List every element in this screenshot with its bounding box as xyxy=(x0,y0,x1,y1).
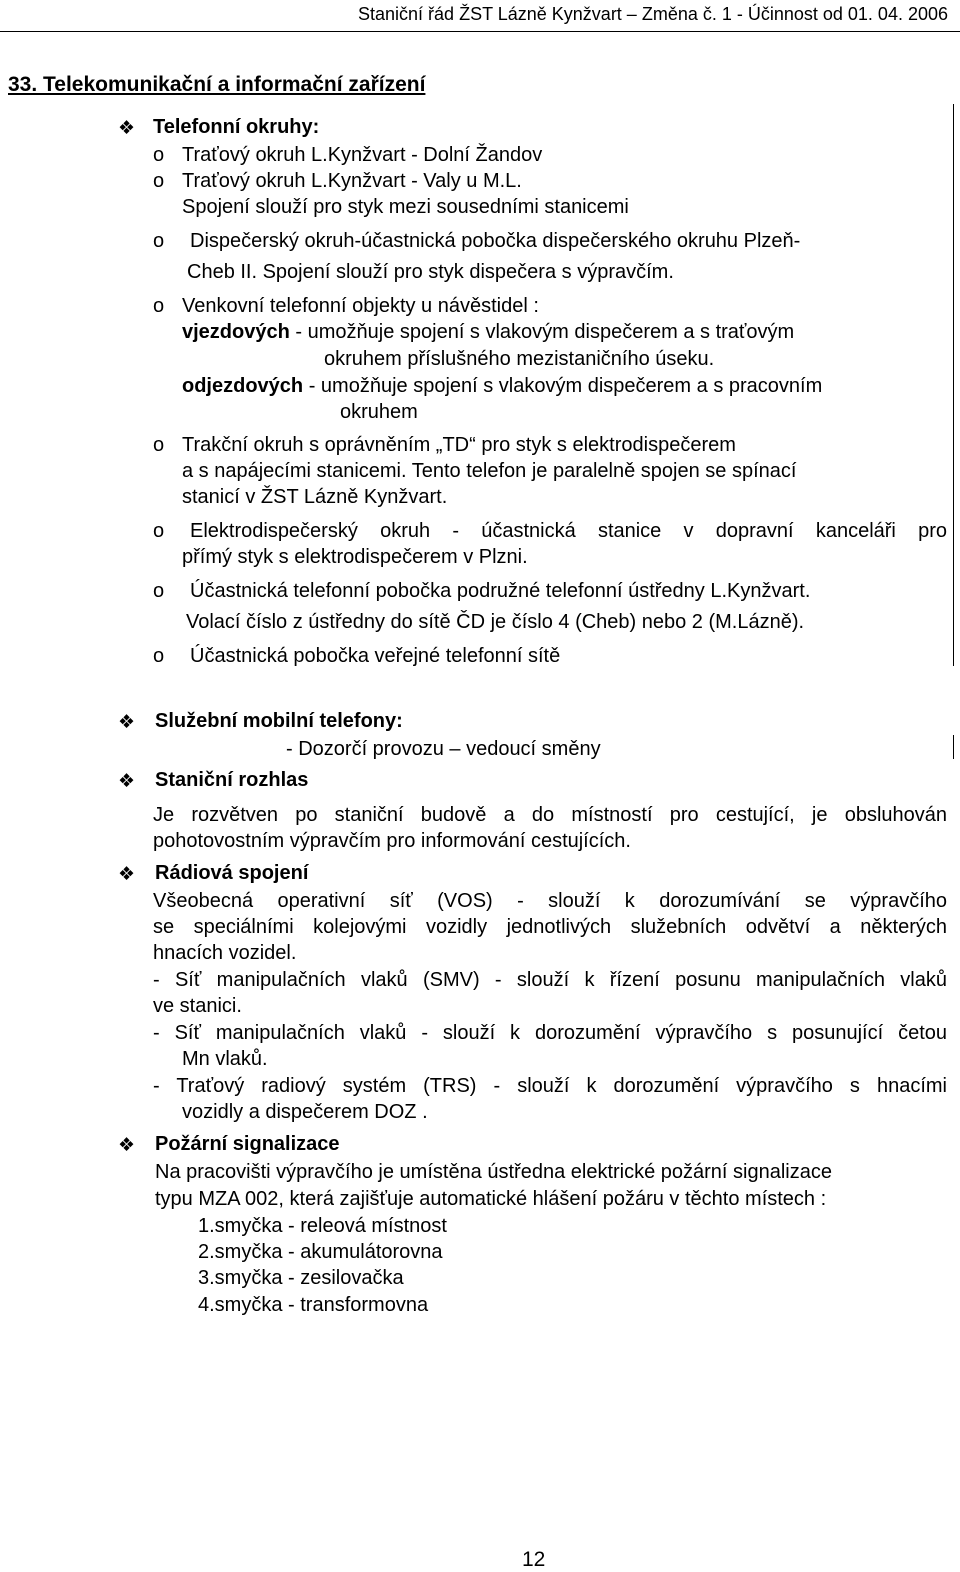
list-item: Traťový okruh L.Kynžvart - Dolní Žandov xyxy=(182,144,543,166)
pozar-list-item: 4.smyčka - transformovna xyxy=(198,1294,429,1316)
radio-text: - Traťový radiový systém (TRS) - slouží k dorozumění výpravčího s hnacími xyxy=(153,1075,947,1097)
change-bar xyxy=(953,104,954,666)
radio-text: hnacích vozidel. xyxy=(153,942,297,964)
radio-text: - Síť manipulačních vlaků (SMV) - slouží k řízení posunu manipulačních vlaků xyxy=(153,969,947,991)
list-item: Dispečerský okruh-účastnická pobočka dispečerského okruhu Plzeň- xyxy=(190,230,801,252)
diamond-bullet-icon: ❖ xyxy=(118,118,136,139)
sub-bullet: o xyxy=(153,645,165,667)
pozar-text: typu MZA 002, která zajišťuje automatické hlášení požáru v těchto místech : xyxy=(155,1188,827,1210)
radio-text: vozidly a dispečerem DOZ . xyxy=(182,1101,428,1123)
list-item: Účastnická telefonní pobočka podružné telefonní ústředny L.Kynžvart. xyxy=(190,580,811,602)
rozhlas-text: Je rozvětven po staniční budově a do místností pro cestující, je obsluhován xyxy=(153,804,947,826)
sub-bullet: o xyxy=(153,170,165,192)
sub-bullet: o xyxy=(153,295,165,317)
change-bar xyxy=(953,735,954,759)
pozar-list-item: 1.smyčka - releová místnost xyxy=(198,1215,447,1237)
list-item: Trakční okruh s oprávněním „TD“ pro styk s elektrodispečerem xyxy=(182,434,736,456)
list-item: Venkovní telefonní objekty u návěstidel : xyxy=(182,295,539,317)
list-item-cont: Cheb II. Spojení slouží pro styk dispečera s výpravčím. xyxy=(187,261,674,283)
diamond-bullet-icon: ❖ xyxy=(118,864,136,885)
pozar-list-item: 2.smyčka - akumulátorovna xyxy=(198,1241,443,1263)
list-item: Traťový okruh L.Kynžvart - Valy u M.L. xyxy=(182,170,522,192)
list-item-cont: stanicí v ŽST Lázně Kynžvart. xyxy=(182,486,448,508)
mobilni-heading: Služební mobilní telefony: xyxy=(155,710,403,732)
list-item-cont: Volací číslo z ústředny do sítě ČD je číslo 4 (Cheb) nebo 2 (M.Lázně). xyxy=(186,611,805,633)
pozar-text: Na pracovišti výpravčího je umístěna ústředna elektrické požární signalizace xyxy=(155,1161,832,1183)
sub-bullet: o xyxy=(153,520,165,542)
diamond-bullet-icon: ❖ xyxy=(118,771,136,792)
list-item: Elektrodispečerský okruh - účastnická stanice v dopravní kanceláři pro xyxy=(190,520,947,542)
radio-text: se speciálními kolejovými vozidly jednotlivých služebních odvětví a některých xyxy=(153,916,947,938)
sub-bullet: o xyxy=(153,434,165,456)
odjezd-text: - umožňuje spojení s vlakovým dispečerem a s pracovním xyxy=(308,375,823,397)
radio-text: Mn vlaků. xyxy=(182,1048,268,1070)
vjezd-label: vjezdových xyxy=(182,321,290,343)
odjezd-cont: okruhem xyxy=(340,401,418,423)
sub-bullet: o xyxy=(153,580,165,602)
rozhlas-text: pohotovostním výpravčím pro informování cestujících. xyxy=(153,830,631,852)
section-title: 33. Telekomunikační a informační zařízení xyxy=(8,73,426,96)
vjezd-cont: okruhem příslušného mezistaničního úseku. xyxy=(324,348,715,370)
sub-bullet: o xyxy=(153,230,165,252)
odjezd-label: odjezdových xyxy=(182,375,304,397)
radio-text: ve stanici. xyxy=(153,995,242,1017)
pozar-list-item: 3.smyčka - zesilovačka xyxy=(198,1267,404,1289)
radio-heading: Rádiová spojení xyxy=(155,862,309,884)
vjezd-line xyxy=(182,322,794,342)
list-item-cont: a s napájecími stanicemi. Tento telefon je paralelně spojen se spínací xyxy=(182,460,797,482)
rozhlas-heading: Staniční rozhlas xyxy=(155,769,309,791)
odjezd-line xyxy=(182,376,822,396)
list-item-cont: přímý styk s elektrodispečerem v Plzni. xyxy=(182,546,528,568)
list-item: Účastnická pobočka veřejné telefonní sítě xyxy=(190,645,561,667)
sub-bullet: o xyxy=(153,144,165,166)
telefonni-okruhy-heading: Telefonní okruhy: xyxy=(153,116,320,138)
list-item-note: Spojení slouží pro styk mezi sousedními stanicemi xyxy=(182,196,629,218)
radio-text: - Síť manipulačních vlaků - slouží k dorozumění výpravčího s posunující četou xyxy=(153,1022,947,1044)
pozar-heading: Požární signalizace xyxy=(155,1133,340,1155)
vjezd-text: - umožňuje spojení s vlakovým dispečerem a s traťovým xyxy=(295,321,795,343)
radio-text: Všeobecná operativní síť (VOS) - slouží k dorozumívání se výpravčího xyxy=(153,890,947,912)
page-number: 12 xyxy=(522,1548,546,1571)
diamond-bullet-icon: ❖ xyxy=(118,1135,136,1156)
header-rule xyxy=(0,31,960,32)
running-header: Staniční řád ŽST Lázně Kynžvart – Změna č. 1 - Účinnost od 01. 04. 2006 xyxy=(358,4,948,24)
diamond-bullet-icon: ❖ xyxy=(118,712,136,733)
mobilni-line: - Dozorčí provozu – vedoucí směny xyxy=(286,738,601,760)
